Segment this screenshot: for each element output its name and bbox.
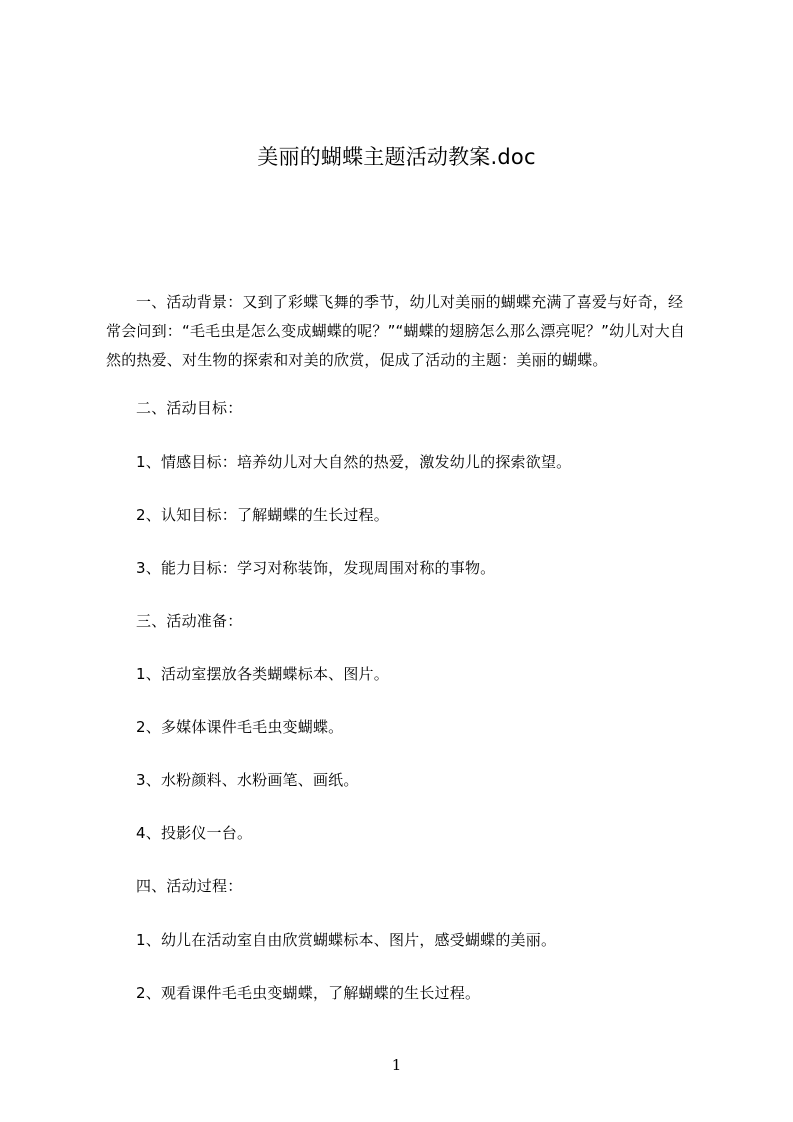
goal-item-ability: 3、能力目标：学习对称装饰，发现周围对称的事物。 xyxy=(136,559,496,577)
section-heading-goals: 二、活动目标： xyxy=(136,399,243,417)
preparation-item-4: 4、投影仪一台。 xyxy=(136,824,253,842)
section-heading-preparation: 三、活动准备： xyxy=(136,612,243,630)
process-item-2: 2、观看课件毛毛虫变蝴蝶，了解蝴蝶的生长过程。 xyxy=(136,984,481,1002)
goal-item-emotion: 1、情感目标：培养幼儿对大自然的热爱，激发幼儿的探索欲望。 xyxy=(136,453,572,471)
section-heading-process: 四、活动过程： xyxy=(136,877,243,895)
background-paragraph: 一、活动背景：又到了彩蝶飞舞的季节，幼儿对美丽的蝴蝶充满了喜爱与好奇，经常会问到：“毛毛虫是怎么变成蝴蝶的呢？”“蝴蝶的翅膀怎么那么漂亮呢？”幼儿对大自然的热爱、对生物的探索和对美的欣赏，促成了活动的主题：美丽的蝴蝶。 xyxy=(106,293,686,369)
goal-item-cognition: 2、认知目标：了解蝴蝶的生长过程。 xyxy=(136,506,389,524)
document-title: 美丽的蝴蝶主题活动教案.doc xyxy=(257,145,536,169)
page-number: 1 xyxy=(391,1056,402,1074)
preparation-item-2: 2、多媒体课件毛毛虫变蝴蝶。 xyxy=(136,718,344,736)
process-item-1: 1、幼儿在活动室自由欣赏蝴蝶标本、图片，感受蝴蝶的美丽。 xyxy=(136,931,557,949)
preparation-item-3: 3、水粉颜料、水粉画笔、画纸。 xyxy=(136,771,359,789)
preparation-item-1: 1、活动室摆放各类蝴蝶标本、图片。 xyxy=(136,665,389,683)
